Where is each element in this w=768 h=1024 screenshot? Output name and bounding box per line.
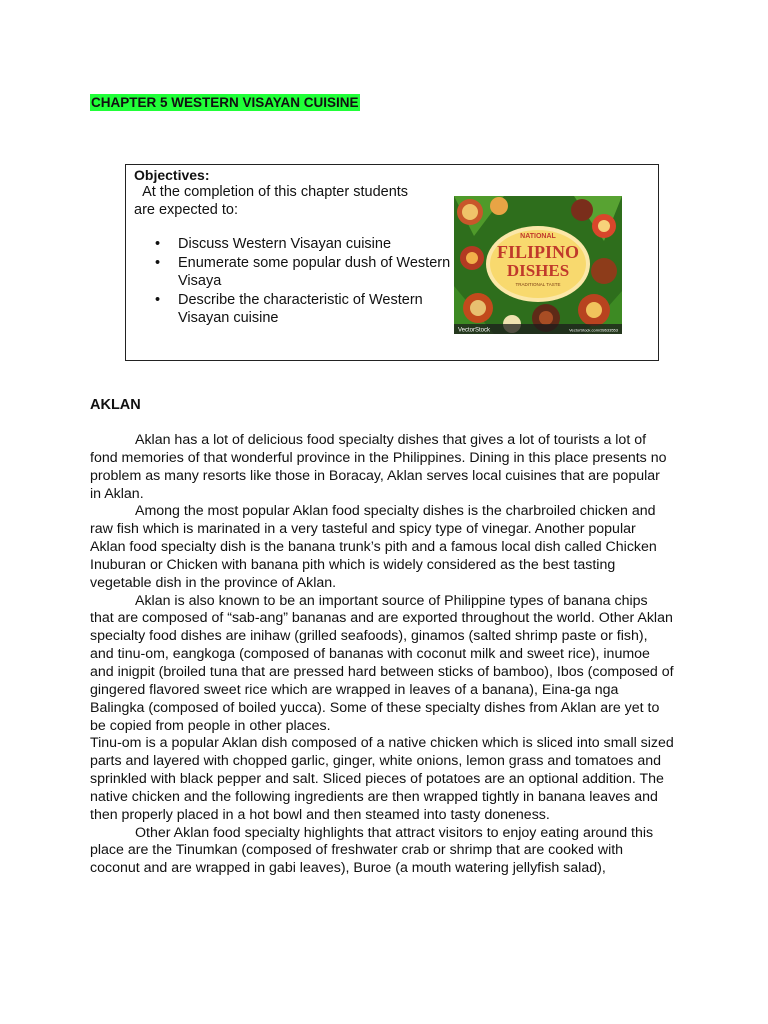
paragraph: Other Aklan food specialty highlights that attract visitors to enjoy eating around this place are the Tinumkan (composed of freshwater crab or shrimp that are cooked with coconut and are wrapped in gabi leaves), Buroe (a mouth watering jellyfish salad), bbox=[90, 824, 654, 877]
objectives-list bbox=[134, 235, 454, 328]
body-text bbox=[90, 432, 674, 878]
paragraph: Aklan is also known to be an important source of Philippine types of banana chips that are composed of “sab-ang” bananas and are exported throughout the world. Other Aklan specialty food dishes are inihaw (grilled seafoods), ginamos (salted shrimp paste or fish), and tinu-om, eangkoga (composed of bananas with coconut milk and sweet rice), inumoe and inigpit (broiled tuna that are pressed hard between sticks of bamboo), Ibos (composed of gingered flavored sweet rice which are wrapped in leaves of a banana), Eina-ga nga Balingka (composed of boiled yucca). Some of these specialty dishes from Aklan are yet to be copied from people in other places. bbox=[90, 592, 674, 734]
poster-brand: VectorStock bbox=[458, 327, 491, 334]
chapter-title: CHAPTER 5 WESTERN VISAYAN CUISINE bbox=[91, 95, 359, 110]
filipino-dishes-poster bbox=[454, 196, 622, 334]
poster-top-text: NATIONAL bbox=[520, 233, 556, 240]
paragraph: Tinu-om is a popular Aklan dish composed of a native chicken which is sliced into small sized parts and layered with chopped garlic, ginger, white onions, lemon grass and tomatoes and sprinkled with black pepper and salt. Sliced pieces of potatoes are an optional addition. The native chicken and the following ingredients are then wrapped tightly in banana leaves and then properly placed in a hot bowl and then steamed into tasty doneness. bbox=[90, 735, 674, 823]
objective-item: • Enumerate some popular dush of Western Visaya bbox=[155, 254, 451, 289]
bullet-icon: • bbox=[155, 236, 161, 252]
bullet-icon: • bbox=[155, 254, 161, 271]
objectives-heading: Objectives: bbox=[134, 167, 210, 183]
poster-title-line1: FILIPINO bbox=[496, 242, 580, 262]
objective-item: • Describe the characteristic of Western Visayan cuisine bbox=[155, 291, 423, 326]
paragraph: Aklan has a lot of delicious food specialty dishes that gives a lot of tourists a lot of fond memories of that wonderful province in the Philippines. Dining in this place presents no problem as many resorts like those in Boracay, Aklan serves local cuisines that are popular in Aklan. bbox=[90, 432, 667, 502]
bullet-icon: • bbox=[155, 291, 161, 308]
objectives-box bbox=[125, 164, 659, 361]
objectives-intro: At the completion of this chapter students are expected to: bbox=[134, 184, 409, 218]
poster-title-line2: DISHES bbox=[506, 261, 570, 280]
section-heading: AKLAN bbox=[90, 397, 141, 413]
poster-code: VectorStock.com/28633553 bbox=[569, 327, 618, 333]
paragraph: Among the most popular Aklan food specialty dishes is the charbroiled chicken and raw fish which is marinated in a very tasteful and spicy type of vinegar. Another popular Aklan food specialty dish is the banana trunk’s pith and a famous local dish called Chicken Inuburan or Chicken with banana pith which is widely considered as the best tasting vegetable dish in the province of Aklan. bbox=[90, 503, 657, 591]
poster-subtitle: TRADITIONAL TASTE bbox=[515, 282, 561, 287]
objective-item: • Discuss Western Visayan cuisine bbox=[155, 236, 392, 252]
